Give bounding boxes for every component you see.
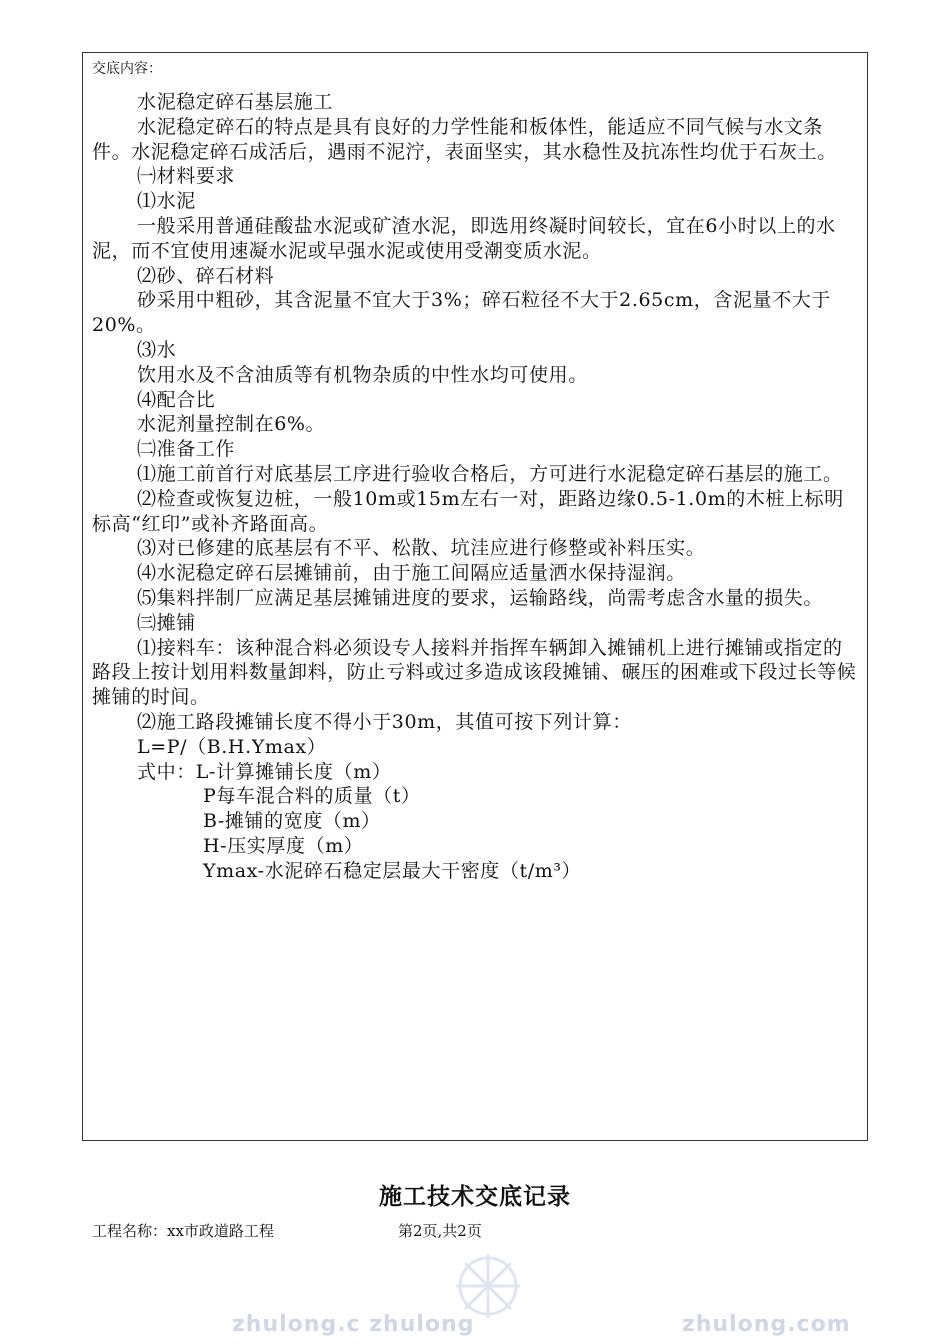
content-line: 砂采用中粗砂，其含泥量不宜大于3%；碎石粒径不大于2.65cm，含泥量不大于20%。 <box>92 289 831 337</box>
formula-line: H-压实厚度（m） <box>203 834 364 857</box>
document-title: 施工技术交底记录 <box>379 1183 571 1210</box>
content-line: ㈢摊铺 <box>137 611 196 634</box>
formula-line: B-摊铺的宽度（m） <box>203 810 381 833</box>
content-line: ⑷水泥稳定碎石层摊铺前，由于施工间隔应适量洒水保持湿润。 <box>137 562 686 585</box>
content-line: ⑷配合比 <box>137 388 216 411</box>
content-line: ⑴接料车：该种混合料必须设专人接料并指挥车辆卸入摊铺机上进行摊铺或指定的路段上按计划用料数量卸料，防止亏料或过多造成该段摊铺、碾压的困难或下段过长等候摊铺的时间。 <box>92 636 857 709</box>
content-line: ⑵施工路段摊铺长度不得小于30m，其值可按下列计算： <box>137 710 632 733</box>
content-line: ⑸集料拌制厂应满足基层摊铺进度的要求，运输路线，尚需考虑含水量的损失。 <box>137 586 824 609</box>
content-line: 水泥稳定碎石基层施工 <box>137 91 334 113</box>
content-line: ㈠材料要求 <box>137 165 236 188</box>
content-line: ㈡准备工作 <box>137 438 236 461</box>
content-line: 饮用水及不含油质等有机物杂质的中性水均可使用。 <box>137 363 588 386</box>
record-content <box>92 90 860 884</box>
formula-line: L=P/（B.H.Ymax） <box>137 735 327 758</box>
watermark-text-right: zhulong.com <box>682 1312 851 1337</box>
page-indicator: 第2页,共2页 <box>398 1222 482 1240</box>
content-line: 水泥稳定碎石的特点是具有良好的力学性能和板体性，能适应不同气候与水文条件。水泥稳定碎石成活后，遇雨不泥泞，表面坚实，其水稳性及抗冻性均优于石灰土。 <box>92 115 837 163</box>
content-line: ⑴施工前首行对底基层工序进行验收合格后，方可进行水泥稳定碎石基层的施工。 <box>137 462 843 485</box>
project-name: 工程名称：xx市政道路工程 <box>92 1222 274 1240</box>
section-label: 交底内容： <box>92 61 162 77</box>
watermark-text-left: zhulong.c zhulong <box>232 1312 475 1337</box>
formula-line: Ymax-水泥碎石稳定层最大干密度（t/m³） <box>203 859 582 882</box>
content-line: ⑵检查或恢复边桩，一般10m或15m左右一对，距路边缘0.5-1.0m的木桩上标明标高“红印”或补齐路面高。 <box>92 487 844 535</box>
content-line: ⑶水 <box>137 338 177 361</box>
content-line: 水泥剂量控制在6%。 <box>137 413 326 436</box>
content-line: ⑵砂、碎石材料 <box>137 264 275 287</box>
formula-line: 式中：L-计算摊铺长度（m） <box>137 760 392 783</box>
formula-line: P每车混合料的质量（t） <box>203 785 421 808</box>
content-line: ⑶对已修建的底基层有不平、松散、坑洼应进行修整或补料压实。 <box>137 537 706 560</box>
content-line: 一般采用普通硅酸盐水泥或矿渣水泥，即选用终凝时间较长，宜在6小时以上的水泥，而不宜使用速凝水泥或早强水泥或使用受潮变质水泥。 <box>92 214 836 262</box>
content-line: ⑴水泥 <box>137 190 196 213</box>
